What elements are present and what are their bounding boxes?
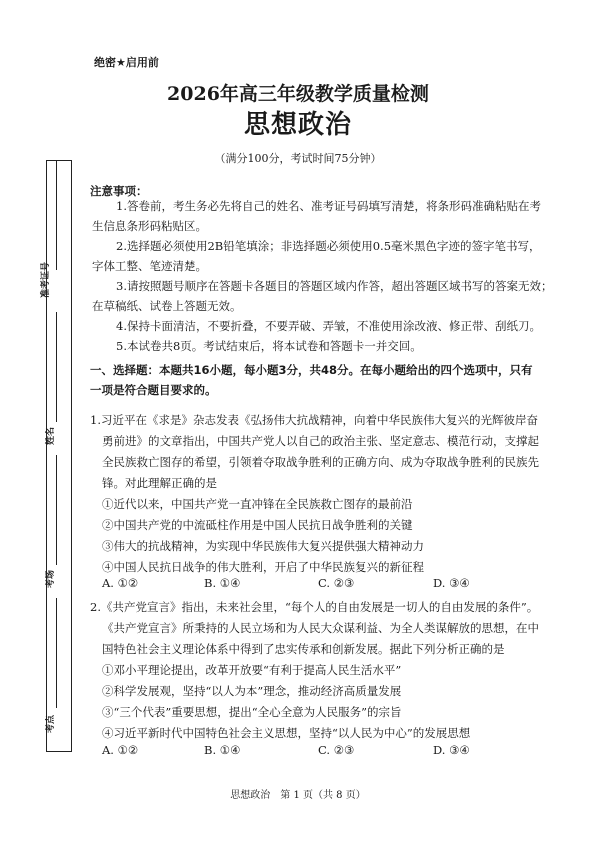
binding-line [56,160,57,270]
choice-b[interactable]: B. ①④ [204,743,241,757]
subject-title: 思想政治 [243,110,352,140]
statement-item: ②科学发展观，坚持“以人为本”理念，推动经济高质量发展 [102,684,402,698]
statement-item: ①近代以来，中国共产党一直冲锋在全民族救亡图存的最前沿 [102,497,413,511]
choice-c[interactable]: C. ②③ [318,743,355,757]
choice-b[interactable]: B. ①④ [204,576,241,590]
choice-a[interactable]: A. ①② [102,576,139,590]
statement-item: ③伟大的抗战精神，为实现中华民族伟大复兴提供强大精神动力 [102,539,424,553]
binding-margin [46,160,72,752]
choice-d[interactable]: D. ③④ [433,576,470,590]
statement-item: ②中国共产党的中流砥柱作用是中国人民抗日战争胜利的关键 [102,518,413,532]
statement-item: ④中国人民抗日战争的伟大胜利，开启了中华民族复兴的新征程 [102,560,424,574]
binding-line [56,455,57,565]
notice-heading: 注意事项： [90,184,148,198]
question-text: 锋。对此理解正确的是 [102,476,217,490]
score-time-info: （满分100分，考试时间75分钟） [214,152,382,165]
question-text: 《共产党宣言》所秉持的人民立场和为人民大众谋利益、为全人类谋解放的思想，在中 [102,621,539,635]
sidebar-label-exam-site: 考点 [46,714,56,733]
section-heading-cont: 一项是符合题目要求的。 [90,383,217,397]
sidebar-label-exam-number: 准考证号 [41,261,51,298]
confidential-label: 绝密★启用前 [94,56,159,69]
binding-line [56,598,57,708]
sidebar-label-name: 姓名 [46,426,56,445]
choice-a[interactable]: A. ①② [102,743,139,757]
statement-item: ①邓小平理论提出，改革开放要“有利于提高人民生活水平” [102,663,402,677]
notice-line: 在草稿纸、试卷上答题无效。 [92,299,242,313]
exam-title: 2026年高三年级教学质量检测 [167,83,429,105]
notice-line: 1.答卷前，考生务必先将自己的姓名、准考证号码填写清楚，将条形码准确粘贴在考 [116,199,541,213]
notice-line: 字体工整、笔迹清楚。 [92,259,207,273]
sidebar-label-exam-room: 考场 [46,569,56,588]
question-text: 2.《共产党宣言》指出，未来社会里，“每个人的自由发展是一切人的自由发展的条件”。 [90,600,539,614]
question-text: 国特色社会主义理论体系中得到了忠实传承和创新发展。据此下列分析正确的是 [102,642,505,656]
statement-item: ③“三个代表”重要思想，提出“全心全意为人民服务”的宗旨 [102,705,402,719]
statement-item: ④习近平新时代中国特色社会主义思想，坚持“以人民为中心”的发展思想 [102,726,471,740]
choice-c[interactable]: C. ②③ [318,576,355,590]
section-heading: 一、选择题：本题共16小题，每小题3分，共48分。在每小题给出的四个选项中，只有 [90,363,533,377]
question-text: 全民族救亡图存的希望，引领着夺取战争胜利的正确方向、成为夺取战争胜利的民族先 [102,455,539,469]
question-text: 勇前进》的文章指出，中国共产党人以自己的政治主张、坚定意志、模范行动，支撑起 [102,434,539,448]
notice-line: 2.选择题必须使用2B铅笔填涂；非选择题必须使用0.5毫米黑色字迹的签字笔书写， [116,239,541,253]
notice-line: 4.保持卡面清洁，不要折叠，不要弄破、弄皱，不准使用涂改液、修正带、刮纸刀。 [116,319,541,333]
choice-d[interactable]: D. ③④ [433,743,470,757]
notice-line: 生信息条形码粘贴区。 [92,219,207,233]
notice-line: 3.请按照题号顺序在答题卡各题目的答题区域内作答，超出答题区域书写的答案无效； [116,279,553,293]
page-footer: 思想政治 第 1 页（共 8 页） [230,790,366,801]
notice-line: 5.本试卷共8页。考试结束后，将本试卷和答题卡一并交回。 [116,339,422,353]
binding-line [56,312,57,422]
question-text: 1.习近平在《求是》杂志发表《弘扬伟大抗战精神，向着中华民族伟大复兴的光辉彼岸奋 [90,413,538,427]
